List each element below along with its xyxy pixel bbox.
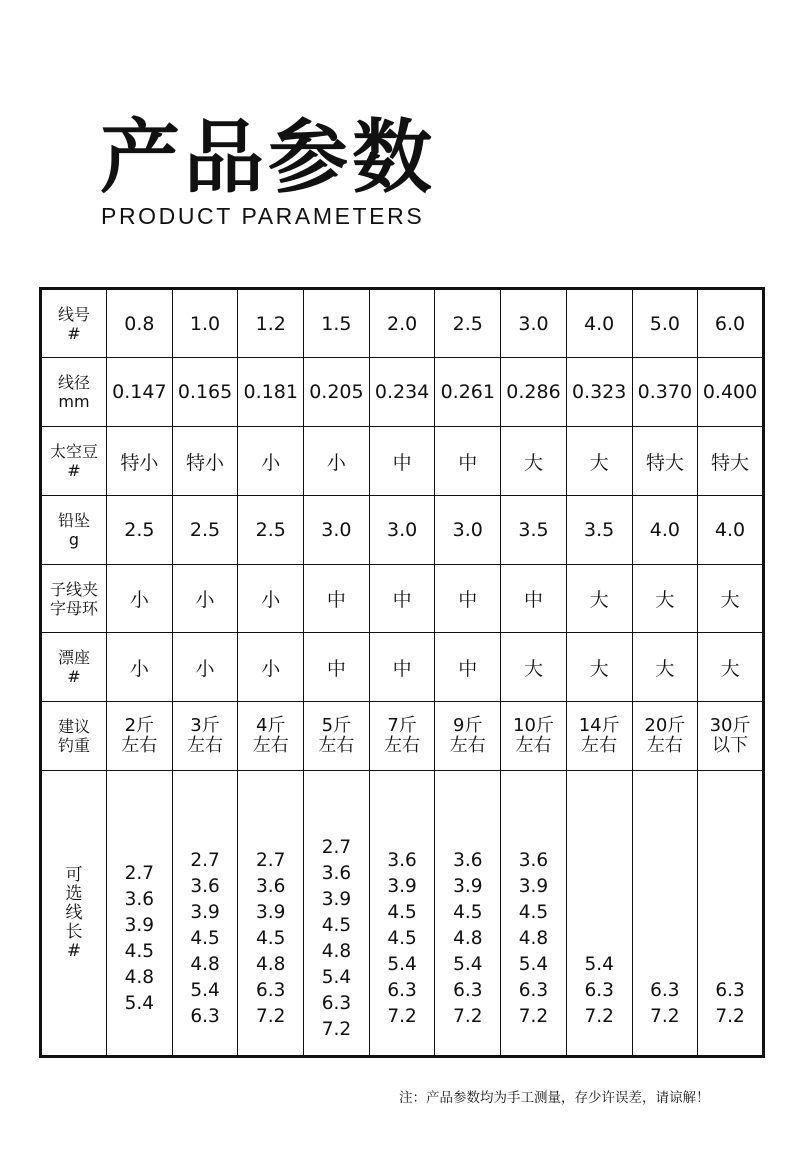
length-value: 4.8 bbox=[124, 967, 155, 988]
cell-line: 20斤 bbox=[644, 715, 686, 736]
row-header bbox=[41, 565, 107, 633]
length-value: 6.3 bbox=[453, 980, 483, 1001]
table-cell: 大 bbox=[698, 565, 764, 633]
row-header-line: 子线夹 bbox=[49, 579, 98, 599]
row-header-line: 线号 bbox=[57, 304, 90, 324]
length-value: 4.5 bbox=[453, 902, 483, 923]
length-value: 3.9 bbox=[124, 915, 155, 936]
row-header-line: g bbox=[68, 530, 80, 549]
row-header bbox=[41, 633, 107, 702]
length-value bbox=[584, 900, 613, 926]
cell-line: 9斤 bbox=[453, 715, 483, 736]
row-header bbox=[41, 496, 107, 565]
optional-length-row bbox=[41, 771, 764, 1057]
line-number-row bbox=[41, 289, 764, 358]
length-value bbox=[650, 926, 679, 952]
length-value: 6.3 bbox=[518, 980, 549, 1001]
length-value: 5.4 bbox=[584, 954, 614, 975]
row-header-line: # bbox=[67, 461, 81, 480]
length-value: 7.2 bbox=[321, 1019, 352, 1040]
table-cell: 中 bbox=[304, 565, 370, 633]
table-cell: 5.0 bbox=[632, 289, 698, 358]
table-cell: 3.5 bbox=[566, 496, 632, 565]
length-value: 2.7 bbox=[190, 850, 220, 871]
table-cell bbox=[698, 702, 764, 771]
length-value: 6.3 bbox=[584, 980, 614, 1001]
cell-line: 14斤 bbox=[578, 715, 620, 736]
table-cell: 大 bbox=[566, 427, 632, 496]
row-header bbox=[41, 289, 107, 358]
table-cell: 中 bbox=[435, 565, 501, 633]
row-header bbox=[41, 358, 107, 427]
row-header-line: mm bbox=[58, 392, 90, 411]
table-cell: 中 bbox=[435, 427, 501, 496]
cell-line: 左右 bbox=[515, 735, 552, 756]
table-cell: 3.0 bbox=[304, 496, 370, 565]
table-cell: 0.323 bbox=[566, 358, 632, 427]
length-value: 4.5 bbox=[518, 902, 549, 923]
length-value bbox=[715, 926, 744, 952]
cell-line: 2斤 bbox=[124, 715, 155, 736]
length-value bbox=[715, 952, 744, 978]
length-value: 5.4 bbox=[124, 993, 155, 1014]
table-cell: 小 bbox=[238, 565, 304, 633]
table-cell: 0.181 bbox=[238, 358, 304, 427]
table-cell: 1.2 bbox=[238, 289, 304, 358]
row-header-line: 建议 bbox=[57, 717, 90, 736]
length-value: 3.9 bbox=[387, 876, 417, 897]
table-cell: 4.0 bbox=[698, 496, 764, 565]
table-cell: 特小 bbox=[107, 427, 173, 496]
row-header-line: # bbox=[67, 323, 81, 343]
cell-line: 左右 bbox=[187, 735, 224, 756]
table-cell: 大 bbox=[501, 633, 567, 702]
table-cell: 中 bbox=[304, 633, 370, 702]
length-value bbox=[584, 926, 613, 952]
length-header-label: 可选线长# bbox=[65, 864, 83, 961]
table-cell: 2.0 bbox=[369, 289, 435, 358]
length-value: 4.8 bbox=[321, 941, 352, 962]
cell-line: 左右 bbox=[252, 735, 289, 756]
page-subtitle: PRODUCT PARAMETERS bbox=[101, 203, 425, 229]
length-value: 5.4 bbox=[321, 967, 352, 988]
length-value: 3.6 bbox=[321, 863, 352, 884]
length-value: 3.6 bbox=[256, 876, 286, 897]
table-cell: 0.234 bbox=[369, 358, 435, 427]
table-cell: 3.0 bbox=[369, 496, 435, 565]
length-value: 3.9 bbox=[190, 902, 220, 923]
length-value: 7.2 bbox=[715, 1006, 745, 1027]
length-cell bbox=[172, 771, 238, 1057]
length-value: 5.4 bbox=[190, 980, 220, 1001]
cell-line: 7斤 bbox=[387, 715, 417, 736]
length-value: 6.3 bbox=[387, 980, 417, 1001]
table-cell: 1.5 bbox=[304, 289, 370, 358]
length-cell bbox=[304, 771, 370, 1057]
table-cell: 2.5 bbox=[107, 496, 173, 565]
table-cell: 2.5 bbox=[435, 289, 501, 358]
cell-line: 以下 bbox=[712, 735, 749, 756]
footnote: 注：产品参数均为手工测量，存少许误差，请谅解！ bbox=[399, 1090, 710, 1106]
length-value bbox=[715, 900, 744, 926]
table-cell: 特大 bbox=[632, 427, 698, 496]
length-value: 4.5 bbox=[387, 928, 417, 949]
table-cell: 3.0 bbox=[501, 289, 567, 358]
table-cell: 0.8 bbox=[107, 289, 173, 358]
table-cell bbox=[369, 702, 435, 771]
cell-line: 5斤 bbox=[321, 715, 352, 736]
length-value: 3.6 bbox=[453, 850, 483, 871]
table-cell: 小 bbox=[172, 565, 238, 633]
length-value: 3.9 bbox=[256, 902, 286, 923]
cell-line: 10斤 bbox=[513, 715, 554, 736]
length-value: 2.7 bbox=[256, 850, 286, 871]
row-header-line: 漂座 bbox=[57, 648, 90, 667]
table-cell: 大 bbox=[698, 633, 764, 702]
table-cell: 大 bbox=[501, 427, 567, 496]
length-value: 7.2 bbox=[518, 1006, 549, 1027]
table-cell: 0.261 bbox=[435, 358, 501, 427]
length-value bbox=[650, 848, 679, 874]
table-cell: 中 bbox=[369, 565, 435, 633]
cell-line: 4斤 bbox=[255, 715, 286, 736]
table-cell: 4.0 bbox=[566, 289, 632, 358]
cell-line: 30斤 bbox=[709, 715, 751, 736]
table-cell: 0.147 bbox=[107, 358, 173, 427]
length-cell bbox=[501, 771, 567, 1057]
length-value bbox=[584, 848, 613, 874]
cell-line: 3斤 bbox=[190, 715, 220, 736]
length-value: 3.9 bbox=[453, 876, 483, 897]
length-value: 7.2 bbox=[650, 1006, 680, 1027]
length-value: 4.5 bbox=[387, 902, 417, 923]
length-value: 4.8 bbox=[453, 928, 483, 949]
length-value: 2.7 bbox=[124, 863, 155, 884]
line-diameter-row bbox=[41, 358, 764, 427]
parameter-table bbox=[39, 287, 765, 1058]
table-cell: 3.0 bbox=[435, 496, 501, 565]
length-value bbox=[650, 874, 679, 900]
length-value: 3.9 bbox=[518, 876, 549, 897]
row-header-line: 字母环 bbox=[49, 598, 98, 618]
row-header bbox=[41, 771, 107, 1057]
table-cell bbox=[501, 702, 567, 771]
table-cell: 0.370 bbox=[632, 358, 698, 427]
row-header bbox=[41, 702, 107, 771]
table-cell: 小 bbox=[238, 633, 304, 702]
table-cell bbox=[304, 702, 370, 771]
length-cell bbox=[107, 771, 173, 1057]
length-value bbox=[584, 874, 613, 900]
length-value: 4.8 bbox=[256, 954, 286, 975]
table-cell bbox=[107, 702, 173, 771]
table-cell: 3.5 bbox=[501, 496, 567, 565]
table-cell: 0.205 bbox=[304, 358, 370, 427]
table-cell: 大 bbox=[632, 633, 698, 702]
page-title: 产品参数 bbox=[100, 111, 436, 204]
table-cell: 中 bbox=[501, 565, 567, 633]
length-cell bbox=[369, 771, 435, 1057]
table-cell: 中 bbox=[369, 427, 435, 496]
cell-line: 左右 bbox=[384, 735, 421, 756]
table-cell bbox=[566, 702, 632, 771]
length-cell bbox=[632, 771, 698, 1057]
row-header bbox=[41, 427, 107, 496]
table-cell bbox=[435, 702, 501, 771]
table-cell: 特大 bbox=[698, 427, 764, 496]
table-cell: 小 bbox=[107, 565, 173, 633]
sinker-row bbox=[41, 496, 764, 565]
length-value: 4.8 bbox=[518, 928, 549, 949]
table-cell: 大 bbox=[566, 565, 632, 633]
row-header-line: 铅坠 bbox=[57, 511, 90, 530]
length-value: 3.9 bbox=[321, 889, 352, 910]
row-header-line: 钓重 bbox=[57, 736, 90, 755]
length-value: 4.5 bbox=[321, 915, 352, 936]
space-bean-row bbox=[41, 427, 764, 496]
length-cell bbox=[698, 771, 764, 1057]
table-cell: 中 bbox=[435, 633, 501, 702]
table-cell: 大 bbox=[566, 633, 632, 702]
length-value: 5.4 bbox=[518, 954, 549, 975]
cell-line: 左右 bbox=[581, 735, 618, 756]
length-value: 3.6 bbox=[387, 850, 417, 871]
length-value bbox=[715, 848, 744, 874]
table-cell: 0.400 bbox=[698, 358, 764, 427]
table-cell bbox=[172, 702, 238, 771]
suggested-weight-row bbox=[41, 702, 764, 771]
length-value: 6.3 bbox=[650, 980, 680, 1001]
length-value bbox=[715, 874, 744, 900]
table-cell: 特小 bbox=[172, 427, 238, 496]
table-cell: 4.0 bbox=[632, 496, 698, 565]
table-cell: 6.0 bbox=[698, 289, 764, 358]
length-value: 5.4 bbox=[453, 954, 483, 975]
length-value: 4.5 bbox=[190, 928, 220, 949]
table-cell: 小 bbox=[238, 427, 304, 496]
length-value: 5.4 bbox=[387, 954, 417, 975]
length-value: 3.6 bbox=[124, 889, 155, 910]
length-value: 2.7 bbox=[321, 837, 352, 858]
length-value bbox=[650, 900, 679, 926]
table-cell: 小 bbox=[304, 427, 370, 496]
length-value bbox=[650, 952, 679, 978]
length-value: 7.2 bbox=[256, 1006, 286, 1027]
table-cell bbox=[238, 702, 304, 771]
table-cell: 小 bbox=[172, 633, 238, 702]
length-cell bbox=[435, 771, 501, 1057]
row-header-line: # bbox=[67, 667, 81, 686]
cell-line: 左右 bbox=[121, 735, 158, 756]
length-cell bbox=[566, 771, 632, 1057]
length-value: 3.6 bbox=[518, 850, 549, 871]
float-seat-row bbox=[41, 633, 764, 702]
cell-line: 左右 bbox=[646, 735, 683, 756]
length-value: 7.2 bbox=[453, 1006, 483, 1027]
length-value: 7.2 bbox=[584, 1006, 614, 1027]
length-value: 4.5 bbox=[256, 928, 286, 949]
length-value: 4.5 bbox=[124, 941, 155, 962]
length-value: 6.3 bbox=[256, 980, 286, 1001]
length-value: 3.6 bbox=[190, 876, 220, 897]
table-cell: 0.286 bbox=[501, 358, 567, 427]
connector-row bbox=[41, 565, 764, 633]
table-cell: 2.5 bbox=[172, 496, 238, 565]
length-value: 6.3 bbox=[321, 993, 352, 1014]
table-cell: 0.165 bbox=[172, 358, 238, 427]
table-cell: 1.0 bbox=[172, 289, 238, 358]
row-header-line: 线径 bbox=[57, 373, 90, 392]
length-value: 7.2 bbox=[387, 1006, 417, 1027]
cell-line: 左右 bbox=[449, 735, 486, 756]
length-cell bbox=[238, 771, 304, 1057]
table-cell: 2.5 bbox=[238, 496, 304, 565]
table-cell: 大 bbox=[632, 565, 698, 633]
length-value: 4.8 bbox=[190, 954, 220, 975]
length-value: 6.3 bbox=[715, 980, 745, 1001]
length-value: 6.3 bbox=[190, 1006, 220, 1027]
table-cell: 小 bbox=[107, 633, 173, 702]
cell-line: 左右 bbox=[318, 735, 355, 756]
table-cell: 中 bbox=[369, 633, 435, 702]
table-cell bbox=[632, 702, 698, 771]
row-header-line: 太空豆 bbox=[49, 442, 98, 461]
